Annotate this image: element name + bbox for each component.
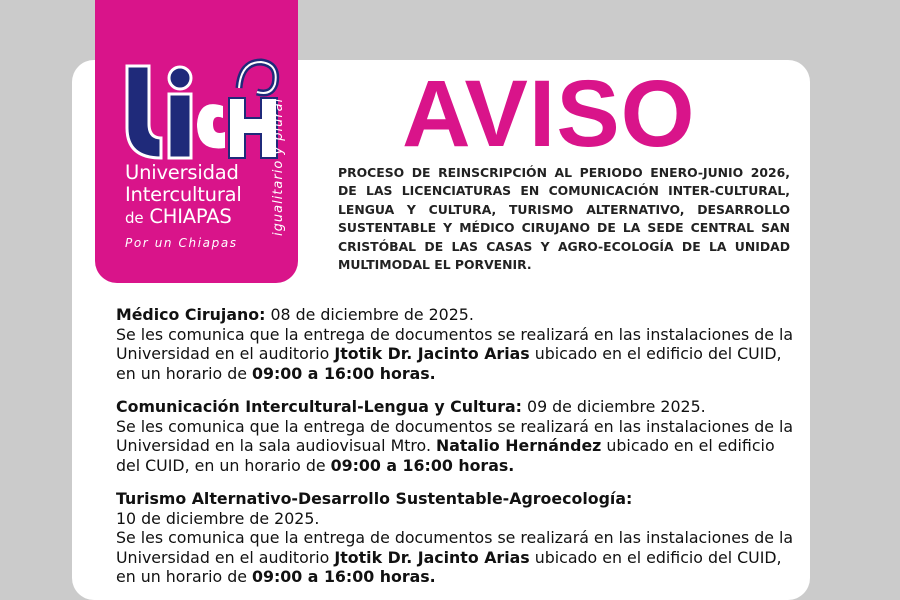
university-name-line3: CHIAPAS	[149, 205, 232, 228]
section-date: 08 de diciembre de 2025.	[265, 305, 474, 324]
section-comunicacion	[116, 397, 796, 475]
university-name-prefix: de	[125, 209, 144, 227]
section-text: Se les comunica que la entrega de documentos se realizará en las instalaciones de la Universidad en el auditorio	[116, 324, 794, 364]
section-hours: 09:00 a 16:00 horas.	[330, 455, 515, 475]
section-place: Natalio Hernández	[436, 436, 602, 456]
section-text: Se les comunica que la entrega de documentos se realizará en las instalaciones de la Universidad en el auditorio	[116, 528, 794, 567]
section-heading: Turismo Alternativo-Desarrollo Sustentable-Agroecología:	[116, 489, 633, 508]
page-title: AVISO	[402, 61, 696, 167]
logo-slogan: Por un Chiapas	[125, 236, 238, 250]
section-text-2: ubicado en el edificio del CUID, en un horario de	[116, 547, 782, 587]
section-text: Se les comunica que la entrega de documentos se realizará en las instalaciones de la Universidad en la sala audiovisual Mtro.	[116, 416, 794, 456]
uich-logo-mark-icon	[121, 58, 281, 168]
university-name-line2: Intercultural	[125, 183, 242, 206]
logo-panel	[95, 0, 298, 283]
section-heading: Médico Cirujano:	[116, 305, 266, 324]
section-hours: 09:00 a 16:00 horas.	[252, 363, 436, 383]
section-turismo	[116, 489, 796, 587]
section-medico-cirujano	[116, 305, 796, 383]
section-place: Jtotik Dr. Jacinto Arias	[334, 547, 530, 567]
section-date: 10 de diciembre de 2025.	[116, 508, 320, 528]
section-text-2: ubicado en el edificio del CUID, en un horario de	[116, 344, 782, 383]
section-place: Jtotik Dr. Jacinto Arias	[334, 344, 530, 364]
intro-paragraph: PROCESO DE REINSCRIPCIÓN AL PERIODO ENERO-JUNIO 2026, DE LAS LICENCIATURAS EN COMUNICACIÓN INTER-CULTURAL, LENGUA Y CULTURA, TURISMO ALTERNATIVO, DESARROLLO SUSTENTABLE Y MÉDICO CIRUJANO DE LA SEDE CENTRAL SAN CRISTÓBAL DE LAS CASAS Y AGRO-ECOLOGÍA DE LA UNIDAD MULTIMODAL EL PORVENIR.	[338, 165, 790, 273]
section-date: 09 de diciembre 2025.	[522, 397, 706, 416]
section-text-2: ubicado en el edificio del CUID, en un horario de	[116, 436, 775, 475]
university-name-line1: Universidad	[125, 161, 239, 184]
university-name	[125, 162, 265, 229]
section-hours: 09:00 a 16:00 horas.	[252, 567, 436, 587]
logo-vertical-text: igualitario y plural	[271, 97, 286, 236]
section-heading: Comunicación Intercultural-Lengua y Cultura:	[116, 397, 522, 416]
